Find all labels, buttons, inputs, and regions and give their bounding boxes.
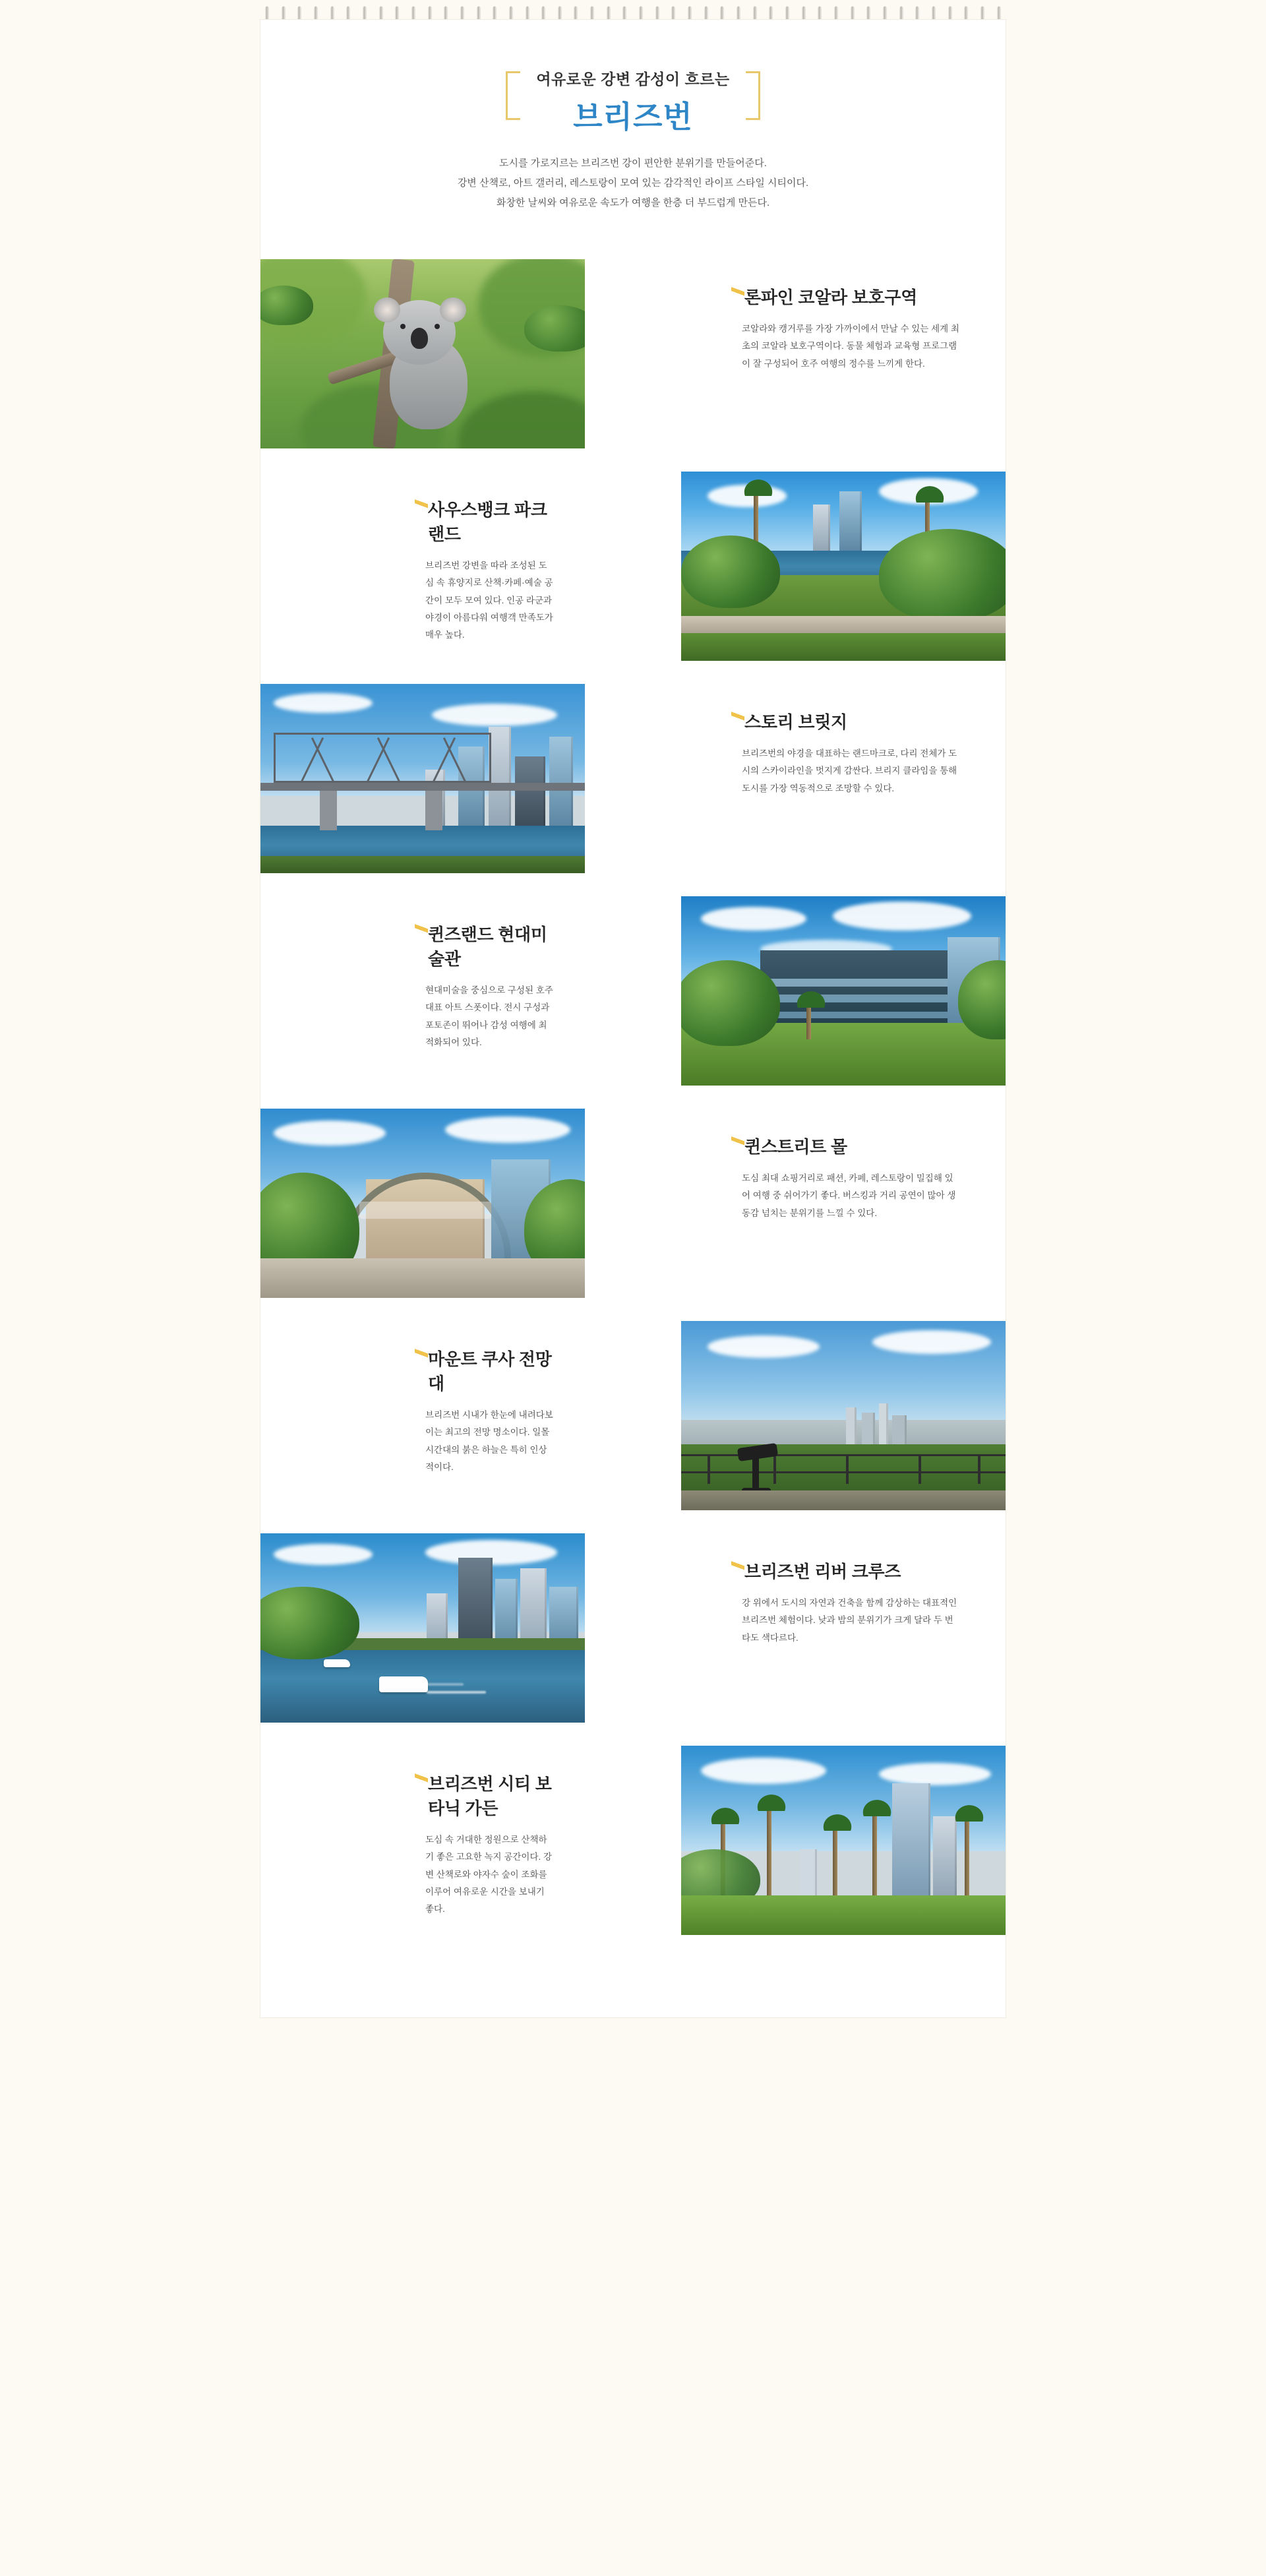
bracket-left-decoration xyxy=(506,71,520,120)
text-lone-pine-koala-sanctuary xyxy=(696,284,1006,373)
text-mount-coot-tha-lookout xyxy=(260,1346,570,1476)
section-lone-pine-koala-sanctuary xyxy=(260,259,1006,448)
section-description: 강 위에서 도시의 자연과 건축을 함께 감상하는 대표적인 브리즈번 체험이다. 낮과 밤의 분위기가 크게 달라 두 번 타도 색다르다. xyxy=(742,1598,957,1643)
section-description: 도심 최대 쇼핑거리로 패션, 카페, 레스토랑이 밀집해 있어 여행 중 쉬어가기 좋다. 버스킹과 거리 공연이 많아 생동감 넘치는 분위기를 느낄 수 있다. xyxy=(742,1173,956,1218)
photo-brisbane-river-cruise xyxy=(260,1533,585,1723)
section-title: 스토리 브릿지 xyxy=(742,709,847,733)
notebook-page xyxy=(260,0,1006,2017)
section-description: 코알라와 캥거루를 가장 가까이에서 만날 수 있는 세계 최초의 코알라 보호구역이다. 동물 체험과 교육형 프로그램이 잘 구성되어 호주 여행의 정수를 느끼게 한다. xyxy=(742,324,959,369)
bracket-right-decoration xyxy=(746,71,760,120)
photo-queen-street-mall xyxy=(260,1109,585,1298)
spot-sections xyxy=(260,259,1006,1935)
section-description: 브리즈번의 야경을 대표하는 랜드마크로, 다리 전체가 도시의 스카이라인을 멋지게 감싼다. 브리지 클라임을 통해 도시를 가장 역동적으로 조망할 수 있다. xyxy=(742,749,957,793)
text-south-bank-parkland xyxy=(260,497,570,644)
section-title: 론파인 코알라 보호구역 xyxy=(742,284,917,309)
photo-south-bank-parkland xyxy=(681,472,1006,661)
photo-mount-coot-tha-lookout xyxy=(681,1321,1006,1510)
section-title: 브리즈번 리버 크루즈 xyxy=(742,1558,901,1583)
photo-story-bridge xyxy=(260,684,585,873)
text-story-bridge xyxy=(696,709,1006,797)
page-title: 브리즈번 xyxy=(573,100,693,134)
page-sheet xyxy=(260,20,1006,2017)
section-queensland-gallery-of-modern-art xyxy=(260,896,1006,1086)
section-title: 마운트 쿠사 전망대 xyxy=(425,1346,555,1395)
text-brisbane-city-botanic-gardens xyxy=(260,1771,570,1918)
section-south-bank-parkland xyxy=(260,472,1006,661)
section-title: 퀸스트리트 몰 xyxy=(742,1134,847,1158)
section-queen-street-mall xyxy=(260,1109,1006,1298)
section-description: 도심 속 거대한 정원으로 산책하기 좋은 고요한 녹지 공간이다. 강변 산책로와 야자수 숲이 조화를 이루어 여유로운 시간을 보내기 좋다. xyxy=(425,1835,553,1915)
photo-koala xyxy=(260,259,585,448)
section-title: 브리즈번 시티 보타닉 가든 xyxy=(425,1771,555,1820)
photo-gallery-of-modern-art xyxy=(681,896,1006,1086)
intro-paragraph xyxy=(376,154,890,213)
page-header xyxy=(260,45,1006,220)
text-queen-street-mall xyxy=(696,1134,1006,1222)
intro-line-3: 화창한 날씨와 여유로운 속도가 여행을 한층 더 부드럽게 만든다. xyxy=(496,197,770,208)
section-description: 브리즈번 시내가 한눈에 내려다보이는 최고의 전망 명소이다. 일몰 시간대의 붉은 하늘은 특히 인상적이다. xyxy=(425,1410,553,1472)
title-block xyxy=(477,67,789,137)
section-brisbane-city-botanic-gardens xyxy=(260,1746,1006,1935)
section-title: 퀸즈랜드 현대미술관 xyxy=(425,921,555,970)
section-description: 현대미술을 중심으로 구성된 호주 대표 아트 스폿이다. 전시 구성과 포토존이 뛰어나 감성 여행에 최적화되어 있다. xyxy=(425,985,553,1047)
section-mount-coot-tha-lookout xyxy=(260,1321,1006,1510)
photo-brisbane-city-botanic-gardens xyxy=(681,1746,1006,1935)
intro-line-2: 강변 산책로, 아트 갤러리, 레스토랑이 모여 있는 감각적인 라이프 스타일 시티이다. xyxy=(457,177,809,189)
text-brisbane-river-cruise xyxy=(696,1558,1006,1647)
section-title: 사우스뱅크 파크랜드 xyxy=(425,497,555,545)
section-brisbane-river-cruise xyxy=(260,1533,1006,1723)
section-story-bridge xyxy=(260,684,1006,873)
section-description: 브리즈번 강변을 따라 조성된 도심 속 휴양지로 산책·카페·예술 공간이 모두 모여 있다. 인공 라군과 야경이 아름다워 여행객 만족도가 매우 높다. xyxy=(425,561,553,640)
page-subtitle: 여유로운 강변 감성이 흐르는 xyxy=(536,71,730,88)
intro-line-1: 도시를 가로지르는 브리즈번 강이 편안한 분위기를 만들어준다. xyxy=(499,158,767,169)
text-queensland-gallery-of-modern-art xyxy=(260,921,570,1051)
